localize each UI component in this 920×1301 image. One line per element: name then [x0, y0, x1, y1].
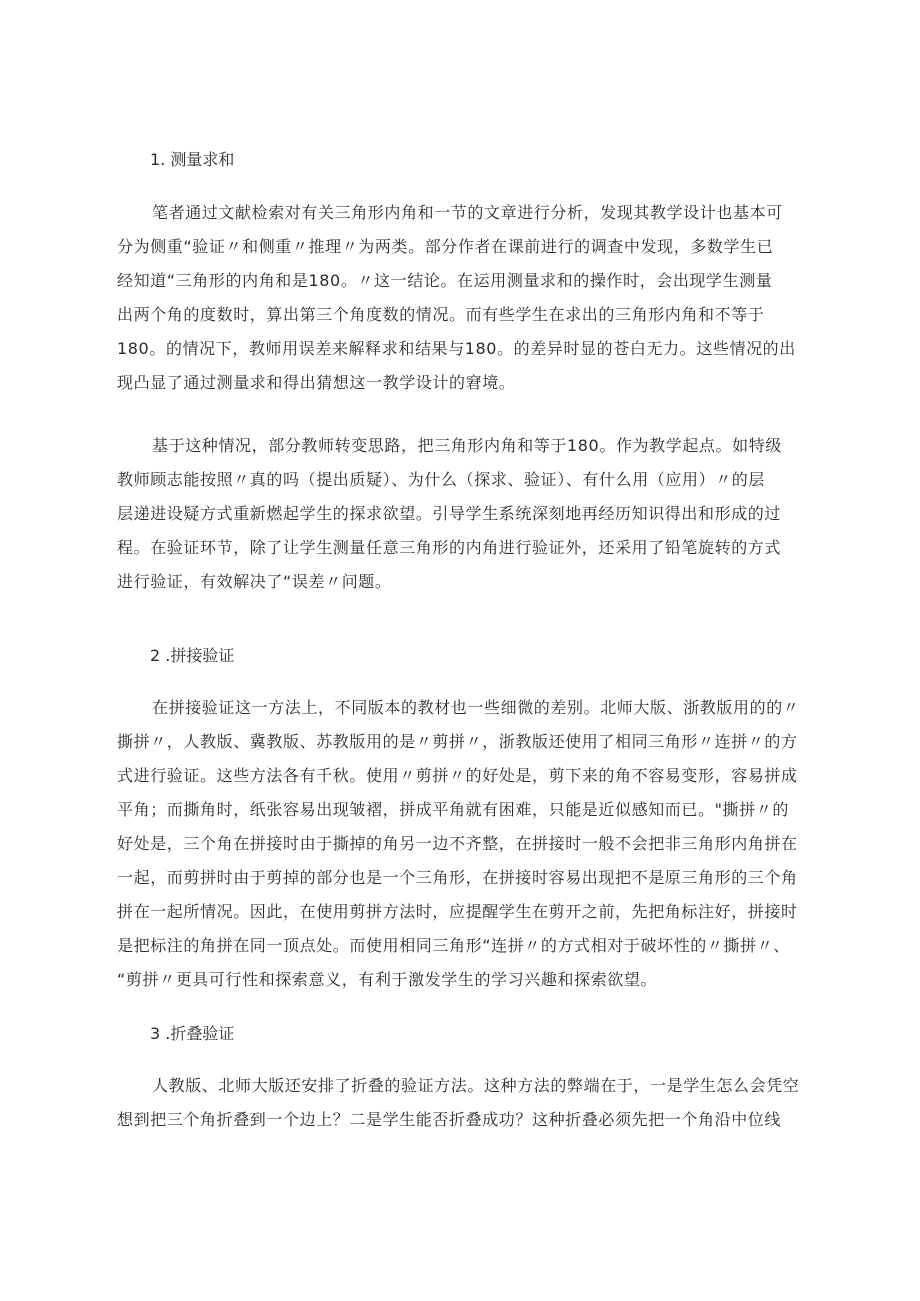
- text-line: 在拼接验证这一方法上，不同版本的教材也一些细微的差别。北师大版、浙教版用的的〃: [152, 698, 800, 717]
- text-line: 教师顾志能按照〃真的吗（提出质疑）、为什么（探求、验证）、有什么用（应用）〃的层: [117, 470, 766, 489]
- text-line: 分为侧重“验证〃和侧重〃推理〃为两类。部分作者在课前进行的调查中发现，多数学生已: [117, 237, 774, 256]
- text-line: 笔者通过文献检索对有关三角形内角和一节的文章进行分析，发现其教学设计也基本可: [152, 203, 783, 222]
- text-line: 式进行验证。这些方法各有千秋。使用〃剪拼〃的好处是，剪下来的角不容易变形，容易拼成: [117, 766, 798, 785]
- text-line: 撕拼〃，人教版、冀教版、苏教版用的是〃剪拼〃，浙教版还使用了相同三角形〃连拼〃的方: [117, 732, 798, 751]
- text-line: 层递进设疑方式重新燃起学生的探求欲望。引导学生系统深刻地再经历知识得出和形成的过: [117, 504, 782, 523]
- text-line: 想到把三个角折叠到一个边上？二是学生能否折叠成功？这种折叠必须先把一个角沿中位线: [117, 1110, 782, 1129]
- section-heading-1: 1. 测量求和: [150, 150, 235, 169]
- text-line: 是把标注的角拼在同一顶点处。而使用相同三角形“连拼〃的方式相对于破坏性的〃撕拼〃、: [117, 936, 790, 955]
- text-line: 好处是，三个角在拼接时由于撕掉的角另一边不齐整，在拼接时一般不会把非三角形内角拼在: [117, 834, 798, 853]
- text-line: 现凸显了通过测量求和得出猜想这一教学设计的窘境。: [117, 373, 516, 392]
- text-line: 基于这种情况，部分教师转变思路，把三角形内角和等于180。作为教学起点。如特级: [152, 436, 782, 455]
- text-line: 出两个角的度数时，算出第三个角度数的情况。而有些学生在求出的三角形内角和不等于: [117, 305, 765, 324]
- text-line: 一起，而剪拼时由于剪掉的部分也是一个三角形，在拼接时容易出现把不是原三角形的三个角: [117, 868, 798, 887]
- text-line: 180。的情况下，教师用误差来解释求和结果与180。的差异时显的苍白无力。这些情况的出: [117, 339, 796, 358]
- text-line: 人教版、北师大版还安排了折叠的验证方法。这种方法的弊端在于，一是学生怎么会凭空: [152, 1076, 800, 1095]
- text-line: 程。在验证环节，除了让学生测量任意三角形的内角进行验证外，还采用了铅笔旋转的方式: [117, 538, 782, 557]
- text-line: 拼在一起所情况。因此，在使用剪拼方法时，应提醒学生在剪开之前，先把角标注好，拼接时: [117, 902, 798, 921]
- text-line: 平角；而撕角时，纸张容易出现皱褶，拼成平角就有困难，只能是近似感知而已。"撕拼〃的: [117, 800, 789, 819]
- text-line: “剪拼〃更具可行性和探索意义，有利于激发学生的学习兴趣和探索欲望。: [117, 970, 658, 989]
- text-line: 经知道“三角形的内角和是180。〃这一结论。在运用测量求和的操作时，会出现学生测量: [117, 271, 773, 290]
- text-line: 进行验证，有效解决了“误差〃问题。: [117, 572, 392, 591]
- section-heading-3: 3 .折叠验证: [150, 1024, 235, 1043]
- section-heading-2: 2 .拼接验证: [150, 646, 235, 665]
